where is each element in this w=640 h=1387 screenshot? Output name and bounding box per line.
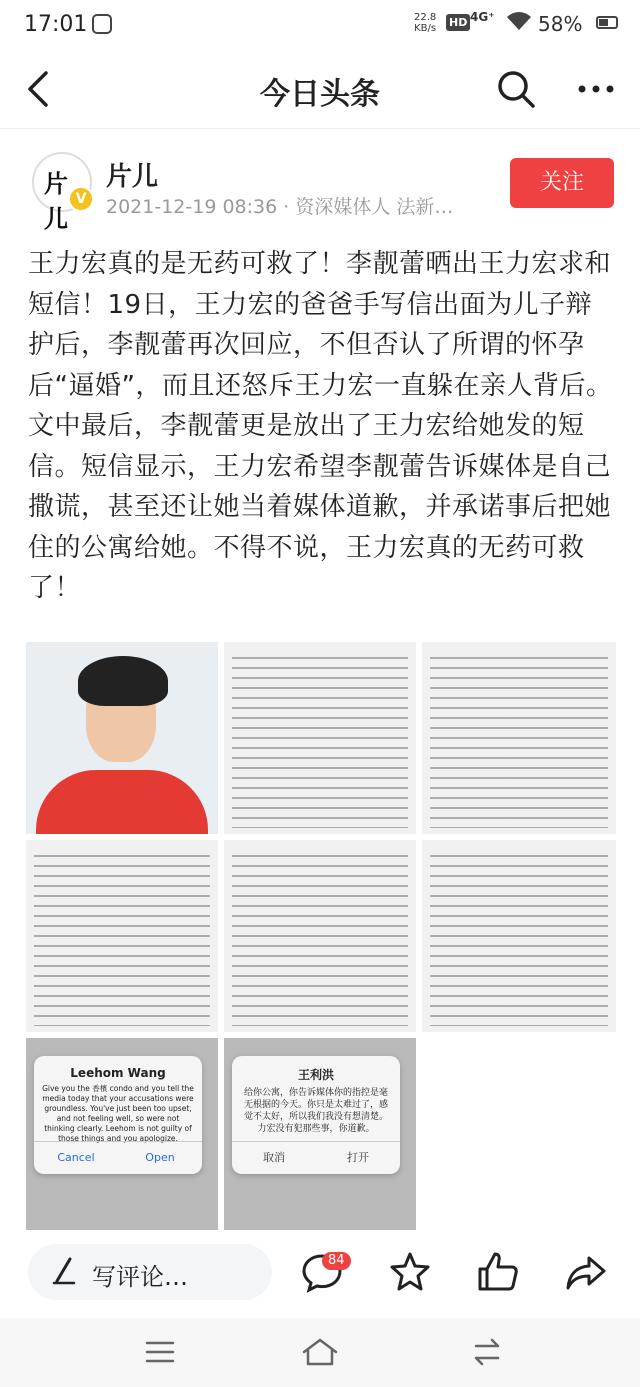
sms-buttons-en — [34, 1141, 202, 1174]
letter-image-3[interactable] — [26, 840, 218, 1032]
letter-image-1[interactable] — [224, 642, 416, 834]
like-icon[interactable] — [474, 1248, 522, 1296]
battery-percent: 58% — [538, 12, 583, 36]
comment-placeholder: 写评论… — [92, 1263, 188, 1291]
sms-cancel-zh: 取消 — [263, 1151, 285, 1164]
search-button[interactable] — [494, 67, 538, 111]
letter-image-2[interactable] — [422, 642, 616, 834]
page-title: 今日头条 — [260, 77, 380, 112]
photo-shirt — [36, 770, 208, 834]
sms-dialog-en — [34, 1056, 202, 1174]
sms-screenshot-zh[interactable] — [224, 1038, 416, 1230]
follow-button[interactable]: 关注 — [510, 158, 614, 208]
signal-icon: 4G⁺ — [470, 10, 495, 24]
pen-icon — [50, 1256, 78, 1286]
letter-text-lines — [34, 850, 210, 1026]
author-meta: 2021-12-19 08:36 · 资深媒体人 法新… — [106, 196, 454, 218]
letter-text-lines — [430, 652, 608, 828]
comment-input[interactable] — [28, 1244, 272, 1300]
letter-image-4[interactable] — [224, 840, 416, 1032]
sms-dialog-zh — [232, 1056, 400, 1174]
verified-badge-icon: V — [68, 186, 94, 212]
author-name[interactable]: 片儿 — [106, 162, 159, 192]
more-icon — [574, 67, 618, 111]
menu-icon[interactable] — [144, 1336, 176, 1368]
app-notification-icon — [92, 14, 112, 34]
share-icon[interactable] — [562, 1248, 610, 1296]
back-system-icon[interactable] — [470, 1336, 504, 1368]
network-speed — [414, 12, 436, 34]
network-speed-unit: KB/s — [414, 23, 437, 34]
sms-open-zh: 打开 — [347, 1151, 369, 1164]
status-bar — [0, 0, 640, 52]
sms-sender-zh: 王利洪 — [297, 1068, 334, 1082]
letter-text-lines — [430, 850, 608, 1026]
author-row — [0, 150, 640, 233]
photo-hair — [78, 656, 168, 706]
nav-bar — [0, 55, 640, 125]
sms-buttons-zh — [232, 1141, 400, 1174]
battery-icon — [596, 16, 618, 29]
letter-image-5[interactable] — [422, 840, 616, 1032]
sms-body-zh: 给你公寓，你告诉媒体你的指控是毫无根据的今天。你只是太难过了，感觉不太好，所以我们我没有想清楚。力宏没有犯那些事，你道歉。 — [243, 1088, 388, 1134]
avatar-glyph: 片儿 — [44, 170, 68, 233]
sms-body-en: Give you the 香檳 condo and you tell the media today that your accusations were groundless. You've just been too upset, and not feeling well, so were not thinking clearly. Leehom is not guilty of those things and you apologize. — [42, 1084, 194, 1143]
photo-wang-leehom[interactable] — [26, 642, 218, 834]
letter-text-lines — [232, 652, 408, 828]
star-icon[interactable] — [386, 1248, 434, 1296]
system-nav-bar — [0, 1318, 640, 1387]
status-time: 17:01 — [24, 12, 88, 37]
header-divider — [0, 128, 640, 129]
comment-count-badge: 84 — [322, 1252, 351, 1270]
more-button[interactable] — [574, 67, 618, 111]
sms-cancel-en: Cancel — [57, 1151, 95, 1164]
wifi-icon — [506, 10, 532, 37]
bottom-action-bar — [0, 1238, 640, 1308]
letter-text-lines — [232, 850, 408, 1026]
home-icon[interactable] — [300, 1336, 340, 1368]
search-icon — [494, 67, 538, 111]
network-speed-value: 22.8 — [414, 12, 437, 23]
avatar[interactable] — [32, 152, 92, 233]
sms-sender-en: Leehom Wang — [70, 1066, 166, 1080]
sms-open-en: Open — [145, 1151, 175, 1164]
hd-icon: HD — [446, 14, 470, 31]
sms-screenshot-en[interactable] — [26, 1038, 218, 1230]
article-body: 王力宏真的是无药可救了！李靓蕾晒出王力宏求和短信！19日，王力宏的爸爸手写信出面为儿子辩护后，李靓蕾再次回应，不但否认了所谓的怀孕后“逼婚”，而且还怒斥王力宏一直躲在亲人背后。文中最后，李靓蕾更是放出了王力宏给她发的短信。短信显示，王力宏希望李靓蕾告诉媒体是自己撒谎，甚至还让她当着媒体道歉，并承诺事后把她住的公寓给她。不得不说，王力宏真的无药可救了！ — [28, 249, 613, 603]
